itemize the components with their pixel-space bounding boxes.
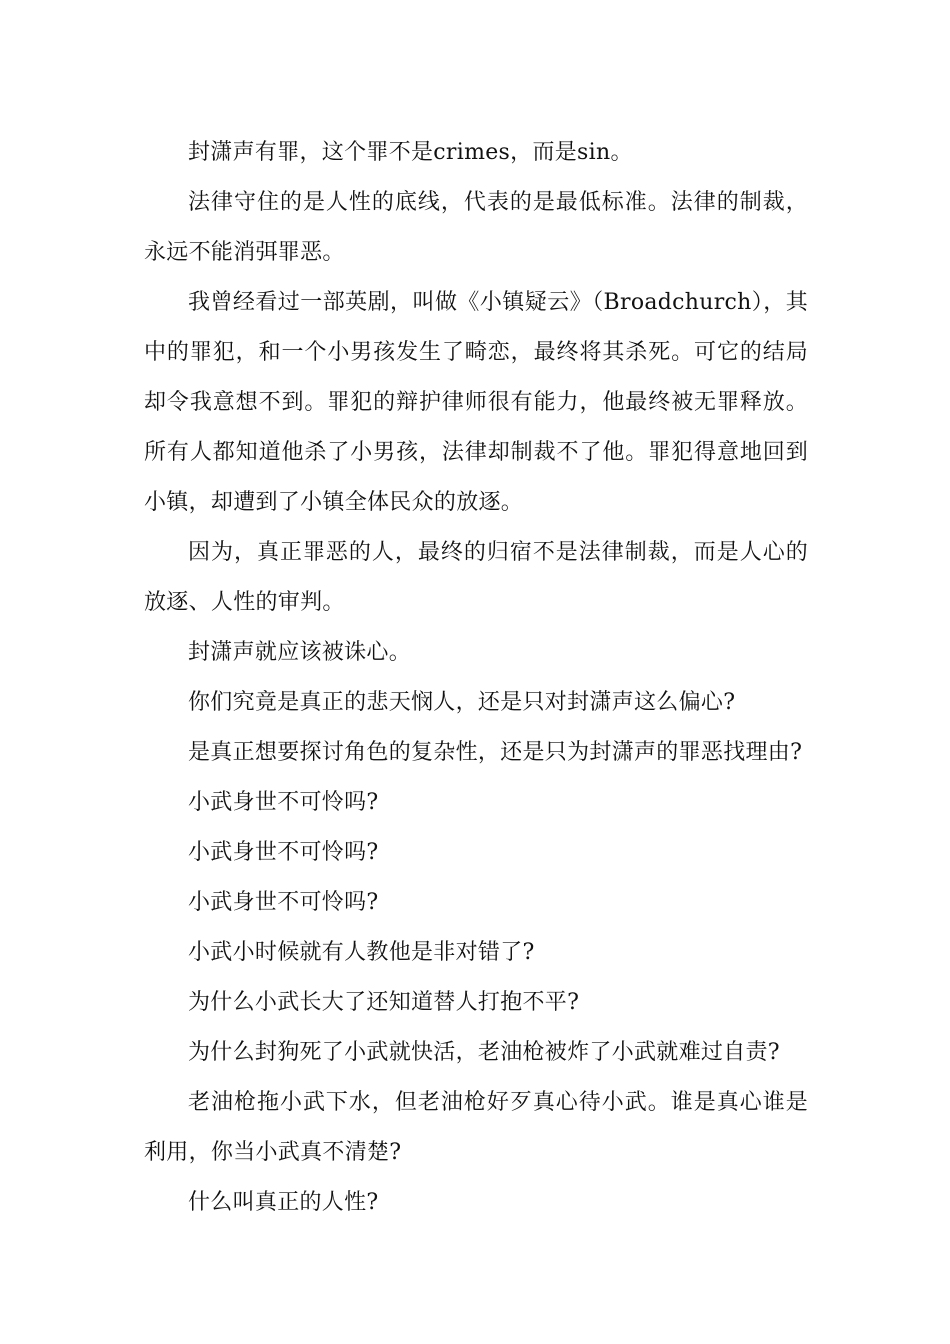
- paragraph: 你们究竟是真正的悲天悯人，还是只对封潇声这么偏心?: [188, 690, 736, 715]
- paragraph: 封潇声有罪，这个罪不是crimes，而是sin。: [188, 140, 633, 165]
- paragraph: 老油枪拖小武下水，但老油枪好歹真心待小武。谁是真心谁是利用，你当小武真不清楚?: [144, 1090, 808, 1165]
- paragraph: 小武身世不可怜吗?: [188, 840, 379, 865]
- paragraph: 封潇声就应该被诛心。: [188, 640, 412, 665]
- paragraph: 为什么封狗死了小武就快活，老油枪被炸了小武就难过自责?: [188, 1040, 780, 1065]
- paragraph: 小武身世不可怜吗?: [188, 890, 379, 915]
- document-body: [144, 128, 808, 1228]
- paragraph: 什么叫真正的人性?: [188, 1190, 379, 1215]
- paragraph: 法律守住的是人性的底线，代表的是最低标准。法律的制裁，永远不能消弭罪恶。: [144, 190, 808, 265]
- paragraph: 因为，真正罪恶的人，最终的归宿不是法律制裁，而是人心的放逐、人性的审判。: [144, 540, 808, 615]
- paragraph: 为什么小武长大了还知道替人打抱不平?: [188, 990, 580, 1015]
- paragraph: 小武身世不可怜吗?: [188, 790, 379, 815]
- paragraph: 小武小时候就有人教他是非对错了?: [188, 940, 535, 965]
- paragraph: 是真正想要探讨角色的复杂性，还是只为封潇声的罪恶找理由?: [188, 740, 803, 765]
- paragraph: 我曾经看过一部英剧，叫做《小镇疑云》（Broadchurch），其中的罪犯，和一个小男孩发生了畸恋，最终将其杀死。可它的结局却令我意想不到。罪犯的辩护律师很有能力，他最终被无罪释放。所有人都知道他杀了小男孩，法律却制裁不了他。罪犯得意地回到小镇，却遭到了小镇全体民众的放逐。: [144, 290, 808, 515]
